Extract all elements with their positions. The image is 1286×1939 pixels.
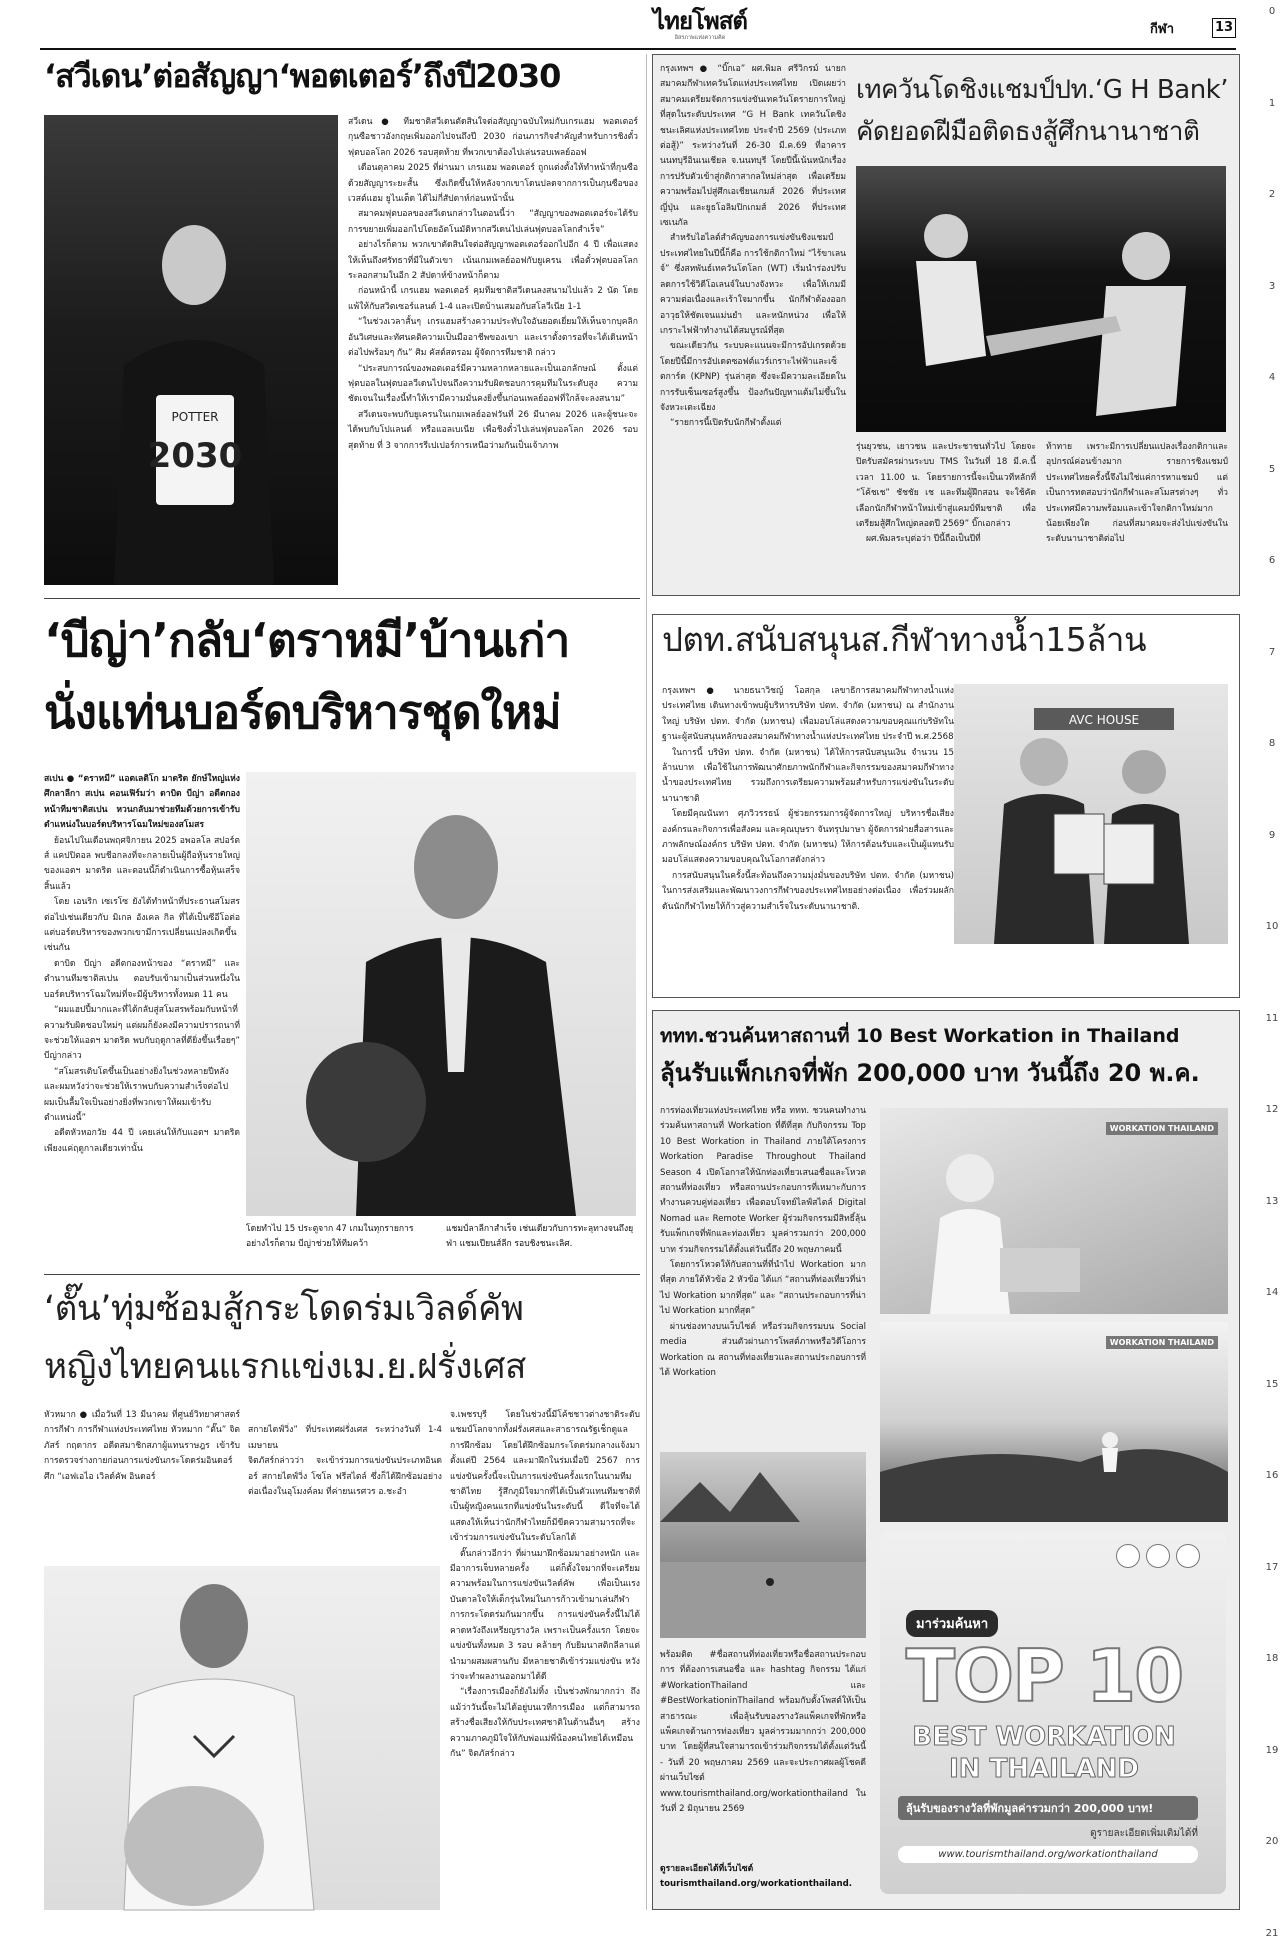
ptt-paragraph: ในการนี้ บริษัท ปตท. จำกัด (มหาชน) ได้ให้การสนับสนุนเงิน จำนวน 15 ล้านบาท เพื่อใช้ในการพัฒนาศักยภาพนักกีฬาและกิจกรรมของสมาคมกีฬาทางน้ำของประเทศไทย รวมถึงการเตรียมความพร้อมสำหรับการแข่งขันในระดับนานาชาติ: [662, 747, 954, 804]
ton-headline-2: หญิงไทยคนแรกแข่งเม.ย.ฝรั่งเศส: [44, 1347, 526, 1387]
ptt-headline: ปตท.สนับสนุนส.กีฬาทางน้ำ15ล้าน: [662, 620, 1147, 659]
ton-col3: [450, 1408, 640, 1908]
villa-tail-1: โดยทำไป 15 ประตูจาก 47 เกมในทุกรายการ อย่างไรก็ตาม บีญ่าช่วยให้ทีมคว้า: [246, 1224, 414, 1250]
taekwondo-col1: [660, 62, 846, 586]
workation-paragraph: โดยการโหวตให้กับสถานที่ที่นำไป Workation มากที่สุด ภายใต้หัวข้อ 2 หัวข้อ ได้แก่ “สถานที่ท่องเที่ยวที่น่าไป Workation มากที่สุด” และ “สถานประกอบการที่น่าไป Workation มากที่สุด”: [660, 1260, 866, 1317]
workation-photo-cliff: [880, 1322, 1228, 1522]
workation-paragraph: การท่องเที่ยวแห่งประเทศไทย หรือ ททท. ชวนคนทำงานร่วมค้นหาสถานที่ Workation ที่ดีที่สุด กับกิจกรรม Top 10 Best Workation in Thailand ภายใต้โครงการ Workation Paradise Throughout Thailand Season 4 เปิดโอกาสให้นักท่องเที่ยวเสนอชื่อและโหวตสถานที่ท่องเที่ยว หรือสถานประกอบการที่เหมาะกับการทำงานควบคู่ท่องเที่ยว เพื่อตอบโจทย์ไลฟ์สไตล์ Digital Nomad และ Remote Worker ผู้ร่วมกิจกรรมมีสิทธิ์ลุ้นรับแพ็กเกจที่พักและท่องเที่ยว มูลค่ารวมกว่า 200,000 บาท ร่วมกิจกรรมได้ตั้งแต่วันนี้ถึง 20 พฤษภาคมนี้: [660, 1106, 866, 1255]
villa-paragraph: ย้อนไปในเดือนพฤศจิกายน 2025 อพอลโล สปอร์ตส์ แคปปิตอล พบชีอกลงที่จะกลายเป็นผู้ถือหุ้นรายใหญ่ของแอตฯ มาดริด และตอนนี้ก็ดำเนินการซื้อหุ้นเสร็จสิ้นแล้ว: [44, 835, 240, 892]
potter-paragraph: “ในช่วงเวลาสั้นๆ เกรแฮมสร้างความประทับใจอันยอดเยี่ยมให้เห็นจากบุคลิกอันวิเศษและทัศนคติความเป็นมืออาชีพของเขา และเราตั้งตารอที่จะได้เดินหน้าต่อไปพร้อมๆ กัน” ศิม คัสต์สตรอม ผู้จัดการทีมชาติ กล่าว: [348, 317, 638, 359]
taekwondo-paragraph: กรุงเทพฯ ● “บิ๊กเอ” ผศ.พิมล ศรีวิกรม์ นายกสมาคมกีฬาเทควันโดแห่งประเทศไทย เปิดเผยว่า สมาคมเตรียมจัดการแข่งขันเทควันโดรายการใหญ่ที่สุดในระดับประเทศ “G H Bank เทควันโดชิงชนะเลิศแห่งประเทศไทย ประจำปี 2569 (ประเภทต่อสู้)” ระหว่างวันที่ 26-30 มี.ค.69 ที่อาคารนนทบุรีอินเนเชียล จ.นนทบุรี โดยปีนี้เน้นหนักเรื่องการปรับตัวเข้าสู่กติกาสากลใหม่ล่าสุด เพื่อเตรียมความพร้อมไปสู่ศึกเอเชียนเกมส์ 2026 ที่ประเทศญี่ปุ่น และยูธโอลิมปิกเกมส์ 2026 ที่ประเทศเซเนกัล: [660, 64, 846, 229]
workation-col1: [660, 1104, 866, 1444]
thailand-logo-icon: [1146, 1544, 1170, 1568]
poster-logos: [1050, 1544, 1200, 1570]
villa-paragraph: อดีตหัวหอกวัย 44 ปี เคยเล่นให้กับแอตฯ มาดริด เพียงแค่ฤดูกาลเดียวเท่านั้น: [44, 1128, 240, 1154]
taekwondo-fighters-icon: [856, 166, 1226, 432]
workation-poster: [880, 1532, 1226, 1894]
ruler-number: 5: [1268, 463, 1276, 475]
villa-paragraph: “ผมแฮปปี้มากและที่ได้กลับสู่สโมสรพร้อมกับหน้าที่ความรับผิดชอบใหม่ๆ แต่ผมก็ยังคงมีความปรารถนาที่จะช่วยให้แอตฯ มาดริด พบกับฤดูกาลที่ดียิ่งขึ้นเรื่อยๆ” บีญ่ากล่าว: [44, 1005, 240, 1062]
section-divider: [44, 598, 640, 599]
ptt-sign: AVC HOUSE: [1068, 713, 1140, 727]
ruler-number: 21: [1265, 1927, 1279, 1939]
ton-headline-1: ‘ตั๊น’ทุ่มซ้อมสู้กระโดดร่มเวิลด์คัพ: [44, 1289, 524, 1329]
ton-paragraph: ตั๊นกล่าวอีกว่า ที่ผ่านมาฝึกซ้อมมาอย่างหนัก และมีอาการเจ็บหลายครั้ง แต่ก็ตั้งใจมากที่จะเตรียมความพร้อมในการแข่งขันเวิลด์คัพ เพื่อเป็นแรงบันดาลใจให้เด็กรุ่นใหม่ในการก้าวเข้ามาเล่นกีฬาการกระโดดร่มกันมากขึ้น การแข่งขันครั้งนี้ไม่ได้คาดหวังถึงเหรียญรางวัล เพราะเป็นครั้งแรก โดยจะแข่งขันทั้งหมด 3 รอบ คล้ายๆ กับยิมนาสติกลีลาแต่นำมาผสมผสานกับ มีหลายชาติเข้าร่วมแข่งขัน หวังว่าจะทำผลงานออกมาได้ดี: [450, 1548, 640, 1682]
ruler-number: 17: [1265, 1561, 1279, 1573]
ruler-number: 12: [1265, 1104, 1279, 1115]
taekwondo-col2: [856, 440, 1036, 586]
section-label: กีฬา: [1150, 22, 1175, 37]
ptt-handover-icon: [954, 684, 1228, 944]
ruler-number: 8: [1268, 738, 1276, 749]
workation-headline-1: ททท.ชวนค้นหาสถานที่ 10 Best Workation in Thailand: [660, 1025, 1180, 1047]
potter-paragraph: เดือนตุลาคม 2025 ที่ผ่านมา เกรแฮม พอตเตอร์ ถูกแต่งตั้งให้ทำหน้าที่กุนซือด้วยสัญญาระยะสั้น ซึ่งเกิดขึ้นให้หลังจากเขาโดนปลดจากการเป็นกุนซือของเวสต์แฮม ยูไนเต็ด ได้ไม่กี่สัปดาห์ก่อนหน้านั้น: [348, 163, 638, 205]
section-divider: [44, 1274, 640, 1275]
beach-icon: [660, 1452, 866, 1638]
taekwondo-paragraph: รุ่นยุวชน, เยาวชน และประชาชนทั่วไป โดยจะปิดรับสมัครผ่านระบบ TMS ในวันที่ 18 มี.ค.นี้ เวลา 11.00 น. โดยรายการนี้จะเป็นเวทีหลักที่ “โค้ชเช” ชัชชัย เช และทีมผู้ฝึกสอน จะใช้คัดเลือกนักกีฬาหน้าใหม่เข้าสู่แคมป์ทีมชาติ เพื่อเตรียมสู้ศึกใหญ่ตลอดปี 2569” บิ๊กเอกล่าว: [856, 442, 1036, 530]
ruler-number: 3: [1268, 280, 1276, 292]
villa-tail-2: แชมป์ลาลีกาสำเร็จ เช่นเดียวกับการทะลุทางจนถึงยุฟ่า แชมเปียนส์ลีก รอบชิงชนะเลิศ.: [446, 1224, 634, 1250]
jersey-name: POTTER: [171, 410, 219, 424]
villa-headline-1: ‘บีญ่า’กลับ‘ตราหมี’บ้านเก่า: [44, 613, 570, 667]
ptt-lead: กรุงเทพฯ ● นายธนาวิชญ์ โอสกุล เลขาธิการสมาคมกีฬาทางน้ำแห่งประเทศไทย เดินทางเข้าพบผู้บริหารบริษัท ปตท. จำกัด (มหาชน) ณ สำนักงานใหญ่ บริษัท ปตท. จำกัด (มหาชน) เพื่อมอบโล่แสดงความขอบคุณแก่บริษัทในฐานะผู้สนับสนุนหลักของสมาคมกีฬาทางน้ำแห่งประเทศไทย ประจำปี พ.ศ.2568: [662, 686, 954, 743]
ruler-number: 0: [1268, 6, 1276, 17]
ton-paragraph: หัวหมาก ● เมื่อวันที่ 13 มีนาคม ที่ศูนย์วิทยาศาสตร์การกีฬา การกีฬาแห่งประเทศไทย หัวหมาก “ตั๊น” จิตภัสร์ กฤดากร อดีตสมาชิกสภาผู้แทนราษฎร เข้ารับการตรวจร่างกายก่อนการแข่งขันกระโดดร่มอินดอร์ ศึก “เอฟเอไอ เวิลด์คัพ อินดอร์: [44, 1410, 240, 1482]
poster-line-2: IN THAILAND: [949, 1754, 1139, 1784]
taekwondo-photo: [856, 166, 1226, 432]
page-number: 13: [1212, 18, 1236, 38]
potter-paragraph: สวีเดนจะพบกับยูเครนในเกมเพลย์ออฟวันที่ 26 มีนาคม 2026 และผู้ชนะจะได้พบกับโปแลนด์ หรือแอลเบเนีย เพื่อชิงตั๋วไปเล่นฟุตบอลโลก 2026 รอบสุดท้าย ที่ 3 จากการรีเปเปอร์การเหนือว่ามกันเป็นเจ้าภาพ: [348, 409, 638, 451]
poster-url: www.tourismthailand.org/workationthailand: [898, 1846, 1198, 1863]
taekwondo-paragraph: สำหรับไฮไลต์สำคัญของการแข่งขันชิงแชมป์ประเทศไทยในปีนี้ก็คือ การใช้กติกาใหม่ “ไร้ขาเลนจ์” ซึ่งสหพันธ์เทควันโดโลก (WT) เริ่มนำร่องปรับลดการใช้วิดีโอเลนจ์ในบางจังหวะ เพื่อให้เกมมีความต่อเนื่องและเร้าใจมากขึ้น นักกีฬาต้องออกอาวุธให้ชัดเจนแม่นยำ และหนักหน่วง เพื่อให้เกราะไฟฟ้าทำงานได้สมบูรณ์ที่สุด: [660, 233, 846, 336]
ruler-number: 16: [1265, 1470, 1279, 1481]
villa-figure-icon: [246, 772, 636, 1216]
villa-lead: สเปน ● “ตราหมี” แอตเลติโก มาดริด ยักษ์ใหญ่แห่งศึกลาลีกา สเปน คอนเฟิร์มว่า ดาบิด บีญ่า อดีตกองหน้าทีมชาติสเปน หวนกลับมาช่วยทีมด้วยการเข้ารับตำแหน่งในบอร์ดบริหารโฉมใหม่ของสโมสร: [44, 774, 240, 831]
villa-paragraph: “สโมสรเติบโตขึ้นเป็นอย่างยิ่งในช่วงหลายปีหลัง และผมหวังว่าจะช่วยให้เราพบกับความสำเร็จต่อไป ผมเป็นลื้มใจเป็นอย่างยิ่งที่พวกเขาให้ผมเข้ารับตำแหน่งนี้”: [44, 1066, 229, 1123]
ton-paragraph: “เรื่องการเมืองก็ยังไม่ทิ้ง เป็นช่วงพักมากกว่า ถึงแม้ว่าวันนี้จะไม่ได้อยู่บนเวทีการเมือง แต่ก็สามารถสร้างชื่อเสียงให้กับประเทศชาติในด้านอื่นๆ สร้างความภาคภูมิใจให้กับพ่อแม่พี่น้องคนไทยได้เหมือนกัน” จิตภัสร์กล่าว: [450, 1687, 640, 1759]
potter-paragraph: อย่างไรก็ตาม พวกเขาตัดสินใจต่อสัญญาพอตเตอร์ออกไปอีก 4 ปี เพื่อแสดงให้เห็นถึงศรัทธาที่มีในตัวเขา เน้นเกมเพลย์ออฟกับยูเครน เพื่อตั๋วฟุตบอลโลกระลอกสามในอีก 2 สัปดาห์ข้างหน้าก็ตาม: [348, 240, 638, 282]
workation-footer: ดูรายละเอียดได้ที่เว็บไซต์ tourismthailand.org/workationthailand.: [660, 1864, 852, 1890]
ruler-number: 14: [1265, 1287, 1279, 1298]
potter-paragraph: “ประสบการณ์ของพอตเตอร์มีความหลากหลายและเป็นเอกลักษณ์ ตั้งแต่ฟุตบอลในฟุตบอลวีเดนไปจนถึงความรับผิดชอบการคุมทีมในระดับสูง ความชัดเจนในเรื่องนี้ทำให้เรามีความมั่นคงยิ่งขึ้นก่อนเพลย์ออฟที่ใกล้จะลงสนาม”: [348, 363, 638, 405]
ruler-number: 15: [1265, 1378, 1279, 1390]
ruler-number: 7: [1268, 646, 1276, 658]
poster-prize: ลุ้นรับของรางวัลที่พักมูลค่ารวมกว่า 200,000 บาท!: [898, 1796, 1198, 1820]
ruler-number: 13: [1265, 1195, 1279, 1207]
villa-paragraph: ดาบิด บีญ่า อดีตกองหน้าของ “ตราหมี” และตำนานทีมชาติสเปน ตอบรับเข้ามาเป็นส่วนหนึ่งในบอร์ดบริหารโฉมใหม่ที่จะมีผู้บริหารทั้งหมด 11 คน: [44, 958, 240, 1000]
villa-paragraph: โดย เอนริก เซเรโซ ยังได้ทำหน้าที่ประธานสโมสรต่อไปเช่นเดียวกับ มิเกล อังเคล กิล ที่ได้เป็นซีอีโอต่อ แต่บอร์ดบริหารของพวกเขามีการเปลี่ยนแปลงเกิดขึ้นเช่นกัน: [44, 897, 240, 954]
newspaper-tagline: อิสรภาพแห่งความคิด: [674, 35, 726, 41]
ruler-number: 18: [1265, 1653, 1279, 1664]
taekwondo-headline-2: คัดยอดฝีมือติดธงสู้ศึกนานาชาติ: [856, 117, 1200, 147]
workation-col2: [660, 1648, 866, 1858]
ruler-number: 10: [1265, 921, 1279, 932]
ruler-number: 2: [1268, 189, 1276, 200]
potter-paragraph: สมาคมฟุตบอลของสวีเดนกล่าวในตอนนี้ว่า “สัญญาของพอตเตอร์จะได้รับการขยายเพิ่มออกไปโดยอัตโนมัติหากสวีเดนไปเล่นฟุตบอลโลกสำเร็จ”: [348, 209, 638, 235]
poster-line-1: BEST WORKATION: [912, 1722, 1176, 1752]
taekwondo-headline-1: เทควันโดชิงแชมป์ปท.‘G H Bank’: [856, 75, 1228, 105]
potter-figure-icon: [44, 115, 338, 585]
workation-badge: WORKATION THAILAND: [1106, 1122, 1218, 1135]
potter-headline: ‘สวีเดน’ต่อสัญญา‘พอตเตอร์’ถึงปี2030: [44, 57, 561, 95]
ptt-paragraph: การสนับสนุนในครั้งนี้สะท้อนถึงความมุ่งมั่นของบริษัท ปตท. จำกัด (มหาชน) ในการส่งเสริมและพัฒนาวงการกีฬาของประเทศไทยอย่างต่อเนื่อง เพื่อร่วมผลักดันนักกีฬาไทยให้ก้าวสู่ความสำเร็จในระดับนานาชาติ.: [662, 870, 954, 912]
villa-photo: [246, 772, 636, 1216]
workation-paragraph: พร้อมติด #ชื่อสถานที่ท่องเที่ยวหรือชื่อสถานประกอบการ ที่ต้องการเสนอชื่อ และ hashtag กิจกรรม ได้แก่ #WorkationThailand และ #BestWorkationinThailand พร้อมกับตั้งโพสต์ให้เป็นสาธารณะ เพื่อลุ้นรับของรางวัลแพ็คเกจที่พักหรือแพ็คเกจด้านการท่องเที่ยว มูลค่ารวมมากกว่า 200,000 บาท โดยผู้ที่สนใจสามารถเข้าร่วมกิจกรรมได้ตั้งแต่วันนี้ - วันที่ 20 พฤษภาคม 2569 และจะประกาศผลผู้โชคดีผ่านเว็บไซต์ www.tourismthailand.org/workationthailand ในวันที่ 2 มิถุนายน 2569: [660, 1650, 866, 1815]
potter-paragraph: สวีเดน ● ทีมชาติสวีเดนตัดสินใจต่อสัญญาฉบับใหม่กับเกรแฮม พอตเตอร์ กุนซือชาวอังกฤษเพิ่มออกไปจนถึงปี 2030 ก่อนภารกิจสำคัญสำหรับการชิงตั๋วฟุตบอลโลก 2026 รอบสุดท้าย ที่พวกเขาต้องไปเล่นรอบเพลย์ออฟ: [348, 117, 638, 158]
taekwondo-paragraph: ผศ.พิมลระบุต่อว่า ปีนี้ถือเป็นปีที่: [866, 534, 981, 545]
ptt-body: [662, 684, 954, 984]
ruler-number: 1: [1268, 97, 1276, 109]
workation-logo-icon: [1176, 1544, 1200, 1568]
ton-col1: [44, 1408, 240, 1564]
ton-col2: [248, 1408, 442, 1564]
ruler-number: 20: [1265, 1836, 1279, 1847]
ruler-number: 6: [1268, 555, 1276, 566]
villa-headline-2: นั่งแท่นบอร์ดบริหารชุดใหม่: [44, 685, 561, 739]
taekwondo-paragraph: ขณะเดียวกัน ระบบคะแนนจะมีการอัปเกรดด้วย โดยปีนี้มีการอัปเดตซอฟต์แวร์เกราะไฟฟ้าและเซ็ตการ์ด (KPNP) รุ่นล่าสุด ซึ่งจะมีความละเอียดในการรับเซ็นเซอร์สูงขึ้น ป้องกันปัญหาแต้มไม่ขึ้นในจังหวะเตะเฉียง: [660, 341, 846, 413]
ton-photo: [44, 1566, 440, 1910]
workation-photo-cafe: [880, 1108, 1228, 1314]
ruler-number: 19: [1265, 1744, 1279, 1756]
masthead: [640, 8, 760, 42]
ton-paragraph: จ.เพชรบุรี โดยในช่วงนี้มีโค้ชชาวต่างชาติระดับแชมป์โลกจากทั้งฝรั่งเศสและสาธารณรัฐเช็กดูแลการฝึกซ้อม โดยได้ฝึกซ้อมกระโดดร่มกลางแจ้งมาตั้งแต่ปี 2564 และมาฝึกในร่มเมื่อปี 2567 การแข่งขันครั้งนี้จะเป็นการแข่งขันครั้งแรกในนามทีมชาติไทย รู้สึกภูมิใจมากที่ได้เป็นตัวแทนทีมชาติที่เป็นผู้หญิงคนแรกที่แข่งขันในระดับนี้ ดีใจที่จะได้แสดงให้เห็นว่านักกีฬาไทยก็มีขีดความสามารถที่จะเข้าร่วมการแข่งขันในระดับโลกได้: [450, 1410, 640, 1544]
poster-top10: TOP 10: [905, 1634, 1183, 1718]
woman-laptop-icon: [880, 1108, 1228, 1314]
ruler-number: 4: [1268, 372, 1276, 383]
ruler-number: 11: [1265, 1012, 1279, 1024]
workation-badge-2: WORKATION THAILAND: [1106, 1336, 1218, 1349]
woman-cliff-icon: [880, 1322, 1228, 1522]
potter-photo: [44, 115, 338, 585]
top-rule: [40, 48, 1236, 50]
taekwondo-col3: [1046, 440, 1228, 586]
taekwondo-paragraph: “รายการนี้เปิดรับนักกีฬาตั้งแต่: [670, 418, 782, 429]
workation-photo-beach: [660, 1452, 866, 1638]
jersey-number: 2030: [147, 436, 243, 476]
newspaper-logo: ไทยโพสต์: [653, 6, 747, 35]
poster-join-label: มาร่วมค้นหา: [906, 1610, 998, 1637]
ton-figure-icon: [44, 1566, 440, 1910]
potter-body: [348, 115, 638, 587]
ptt-photo: [954, 684, 1228, 944]
tat-logo-icon: [1116, 1544, 1140, 1568]
ruler-number: 9: [1268, 829, 1276, 841]
ptt-paragraph: โดยมีคุณนันทา ศุภวิวรรธน์ ผู้ช่วยกรรมการผู้จัดการใหญ่ บริหารชื่อเสียงองค์กรและกิจการเพื่อสังคม และคุณบุษรา จันทรุปมาษา ผู้จัดการฝ่ายสื่อสารและภาพลักษณ์องค์กร บริษัท ปตท. จำกัด (มหาชน) ให้การต้อนรับและเป็นผู้แทนรับมอบโล่แสดงความขอบคุณในโอกาสดังกล่าว: [662, 809, 954, 866]
workation-paragraph: ผ่านช่องทางบนเว็บไซต์ หรือร่วมกิจกรรมบน Social media ส่วนตัวผ่านการโพสต์ภาพหรือวิดีโอการ Workation ณ สถานที่ท่องเที่ยวและสถานประกอบการที่ได้ Workation: [660, 1321, 866, 1378]
ton-paragraph: สกายไดฟ์วิ่ง” ที่ประเทศฝรั่งเศส ระหว่างวันที่ 1-4 เมษายน จิตภัสร์กล่าวว่า จะเข้าร่วมการแข่งขันประเภทอินดอร์ สกายไดฟ์วิ่ง โซโล ฟรีสไตล์ ซึ่งก็ได้ฝึกซ้อมอย่างต่อเนื่องในอุโมงค์ลม ที่ค่ายนเรศวร อ.ชะอำ: [248, 1425, 442, 1498]
villa-body: [44, 772, 240, 1232]
poster-more: ดูรายละเอียดเพิ่มเติมได้ที่: [1090, 1828, 1198, 1839]
column-rule: [646, 54, 647, 1910]
taekwondo-paragraph: ท้าทาย เพราะมีการเปลี่ยนแปลงเรื่องกติกาและอุปกรณ์ค่อนข้างมาก รายการชิงแชมป์ประเทศไทยครั้งนี้จึงไม่ใช่แค่การหาแชมป์ แต่เป็นการทดสอบว่านักกีฬาและสโมสรต่างๆ ทั่วประเทศมีความพร้อมและเข้าใจกติกาใหม่มากน้อยเพียงใด ก่อนที่สมาคมจะส่งไปแข่งขันในระดับนานาชาติต่อไป: [1046, 442, 1228, 545]
workation-headline-2: ลุ้นรับแพ็กเกจที่พัก 200,000 บาท วันนี้ถึง 20 พ.ค.: [660, 1059, 1200, 1087]
potter-paragraph: ก่อนหน้านี้ เกรแฮม พอตเตอร์ คุมทีมชาติสวีเดนลงสนามไปแล้ว 2 นัด โดยแพ้ให้กับสวิตเซอร์แลนด์ 1-4 และเปิดบ้านเสมอกับสโลวีเนีย 1-1: [348, 286, 638, 312]
